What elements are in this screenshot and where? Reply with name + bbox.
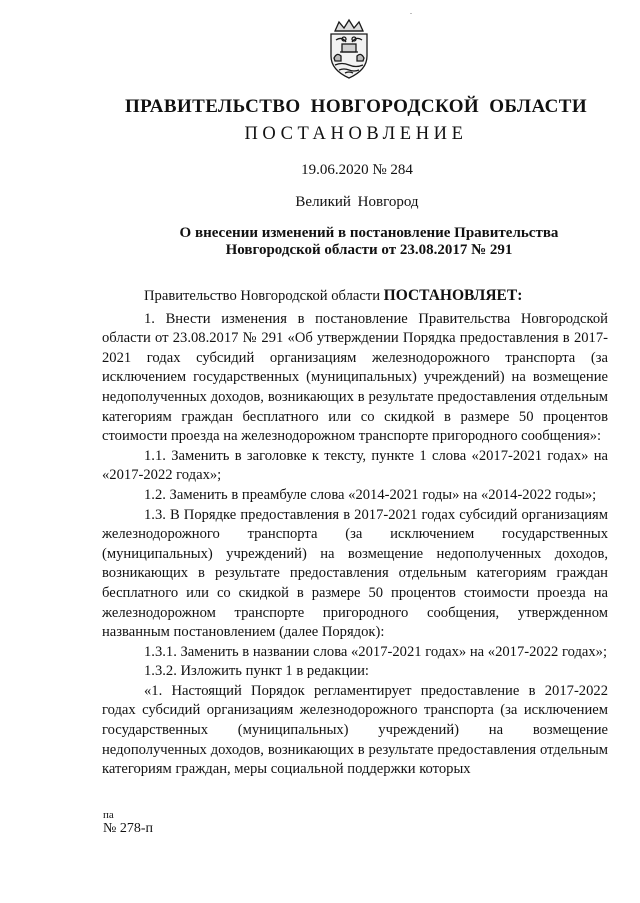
novgorod-coat-of-arms-icon <box>322 18 376 82</box>
preamble-keyword: ПОСТАНОВЛЯЕТ: <box>383 287 523 304</box>
subject-line-2: Новгородской области от 23.08.2017 № 291 <box>225 242 513 258</box>
document-subject <box>0 225 640 259</box>
paragraph-1: 1. Внести изменения в постановление Правительства Новгородской области от 23.08.2017 № 291 «Об утверждении Порядка предоставления в 2017-2021 годах субсидий организациям железнодорожного транспорта (за исключением государственных (муниципальных) учреждений) на возмещение недополученных доходов, возникающих в результате предоставления отдельным категориям граждан бесплатного или со скидкой в размере 50 процентов стоимости проезда на железнодорожном транспорте пригородного сообщения»: <box>102 310 608 445</box>
corner-mark: . <box>410 7 412 16</box>
coat-of-arms-graphic <box>322 18 376 82</box>
footer-number: № 278-п <box>103 821 154 836</box>
preamble <box>102 286 608 307</box>
paragraph-1-2: 1.2. Заменить в преамбуле слова «2014-2021 годы» на «2014-2022 годы»; <box>144 486 597 503</box>
subject-line-1: О внесении изменений в постановление Правительства <box>179 225 559 241</box>
preamble-text: Правительство Новгородской области <box>144 288 384 304</box>
paragraph-1-3: 1.3. В Порядке предоставления в 2017-2021 годах субсидий организациям железнодорожного транспорта (за исключением государственных (муниципальных) учреждений) на возмещение недополученных доходов, возникающих в результате предоставления отдельным категориям граждан бесплатного или со скидкой в размере 50 процентов стоимости проезда на железнодорожном транспорте пригородного сообщения, утвержденном названным постановлением (далее Порядок): <box>102 506 608 641</box>
paragraph-1-3-2: 1.3.2. Изложить пункт 1 в редакции: <box>144 663 369 680</box>
paragraph-1-3-1: 1.3.1. Заменить в названии слова «2017-2021 годах» на «2017-2022 годах»; <box>144 643 608 660</box>
paragraph-quoted-1: «1. Настоящий Порядок регламентирует предоставление в 2017-2022 годах субсидий организациям железнодорожного транспорта (за исключением государственных (муниципальных) учреждений) на возмещение недополученных доходов, возникающих в результате предоставления отдельным категориям граждан, меры социальной поддержки которых <box>102 682 608 778</box>
document-footer <box>103 808 153 836</box>
document-body <box>102 286 608 780</box>
date-number: 19.06.2020 № 284 <box>301 162 413 178</box>
city: Великий Новгород <box>295 194 419 210</box>
paragraph-1-1: 1.1. Заменить в заголовке к тексту, пункте 1 слова «2017-2021 годах» на «2017-2022 годах»; <box>102 447 608 484</box>
footer-code: па <box>103 809 114 821</box>
document-type: ПОСТАНОВЛЕНИЕ <box>244 124 468 144</box>
government-title: ПРАВИТЕЛЬСТВО НОВГОРОДСКОЙ ОБЛАСТИ <box>125 96 587 117</box>
